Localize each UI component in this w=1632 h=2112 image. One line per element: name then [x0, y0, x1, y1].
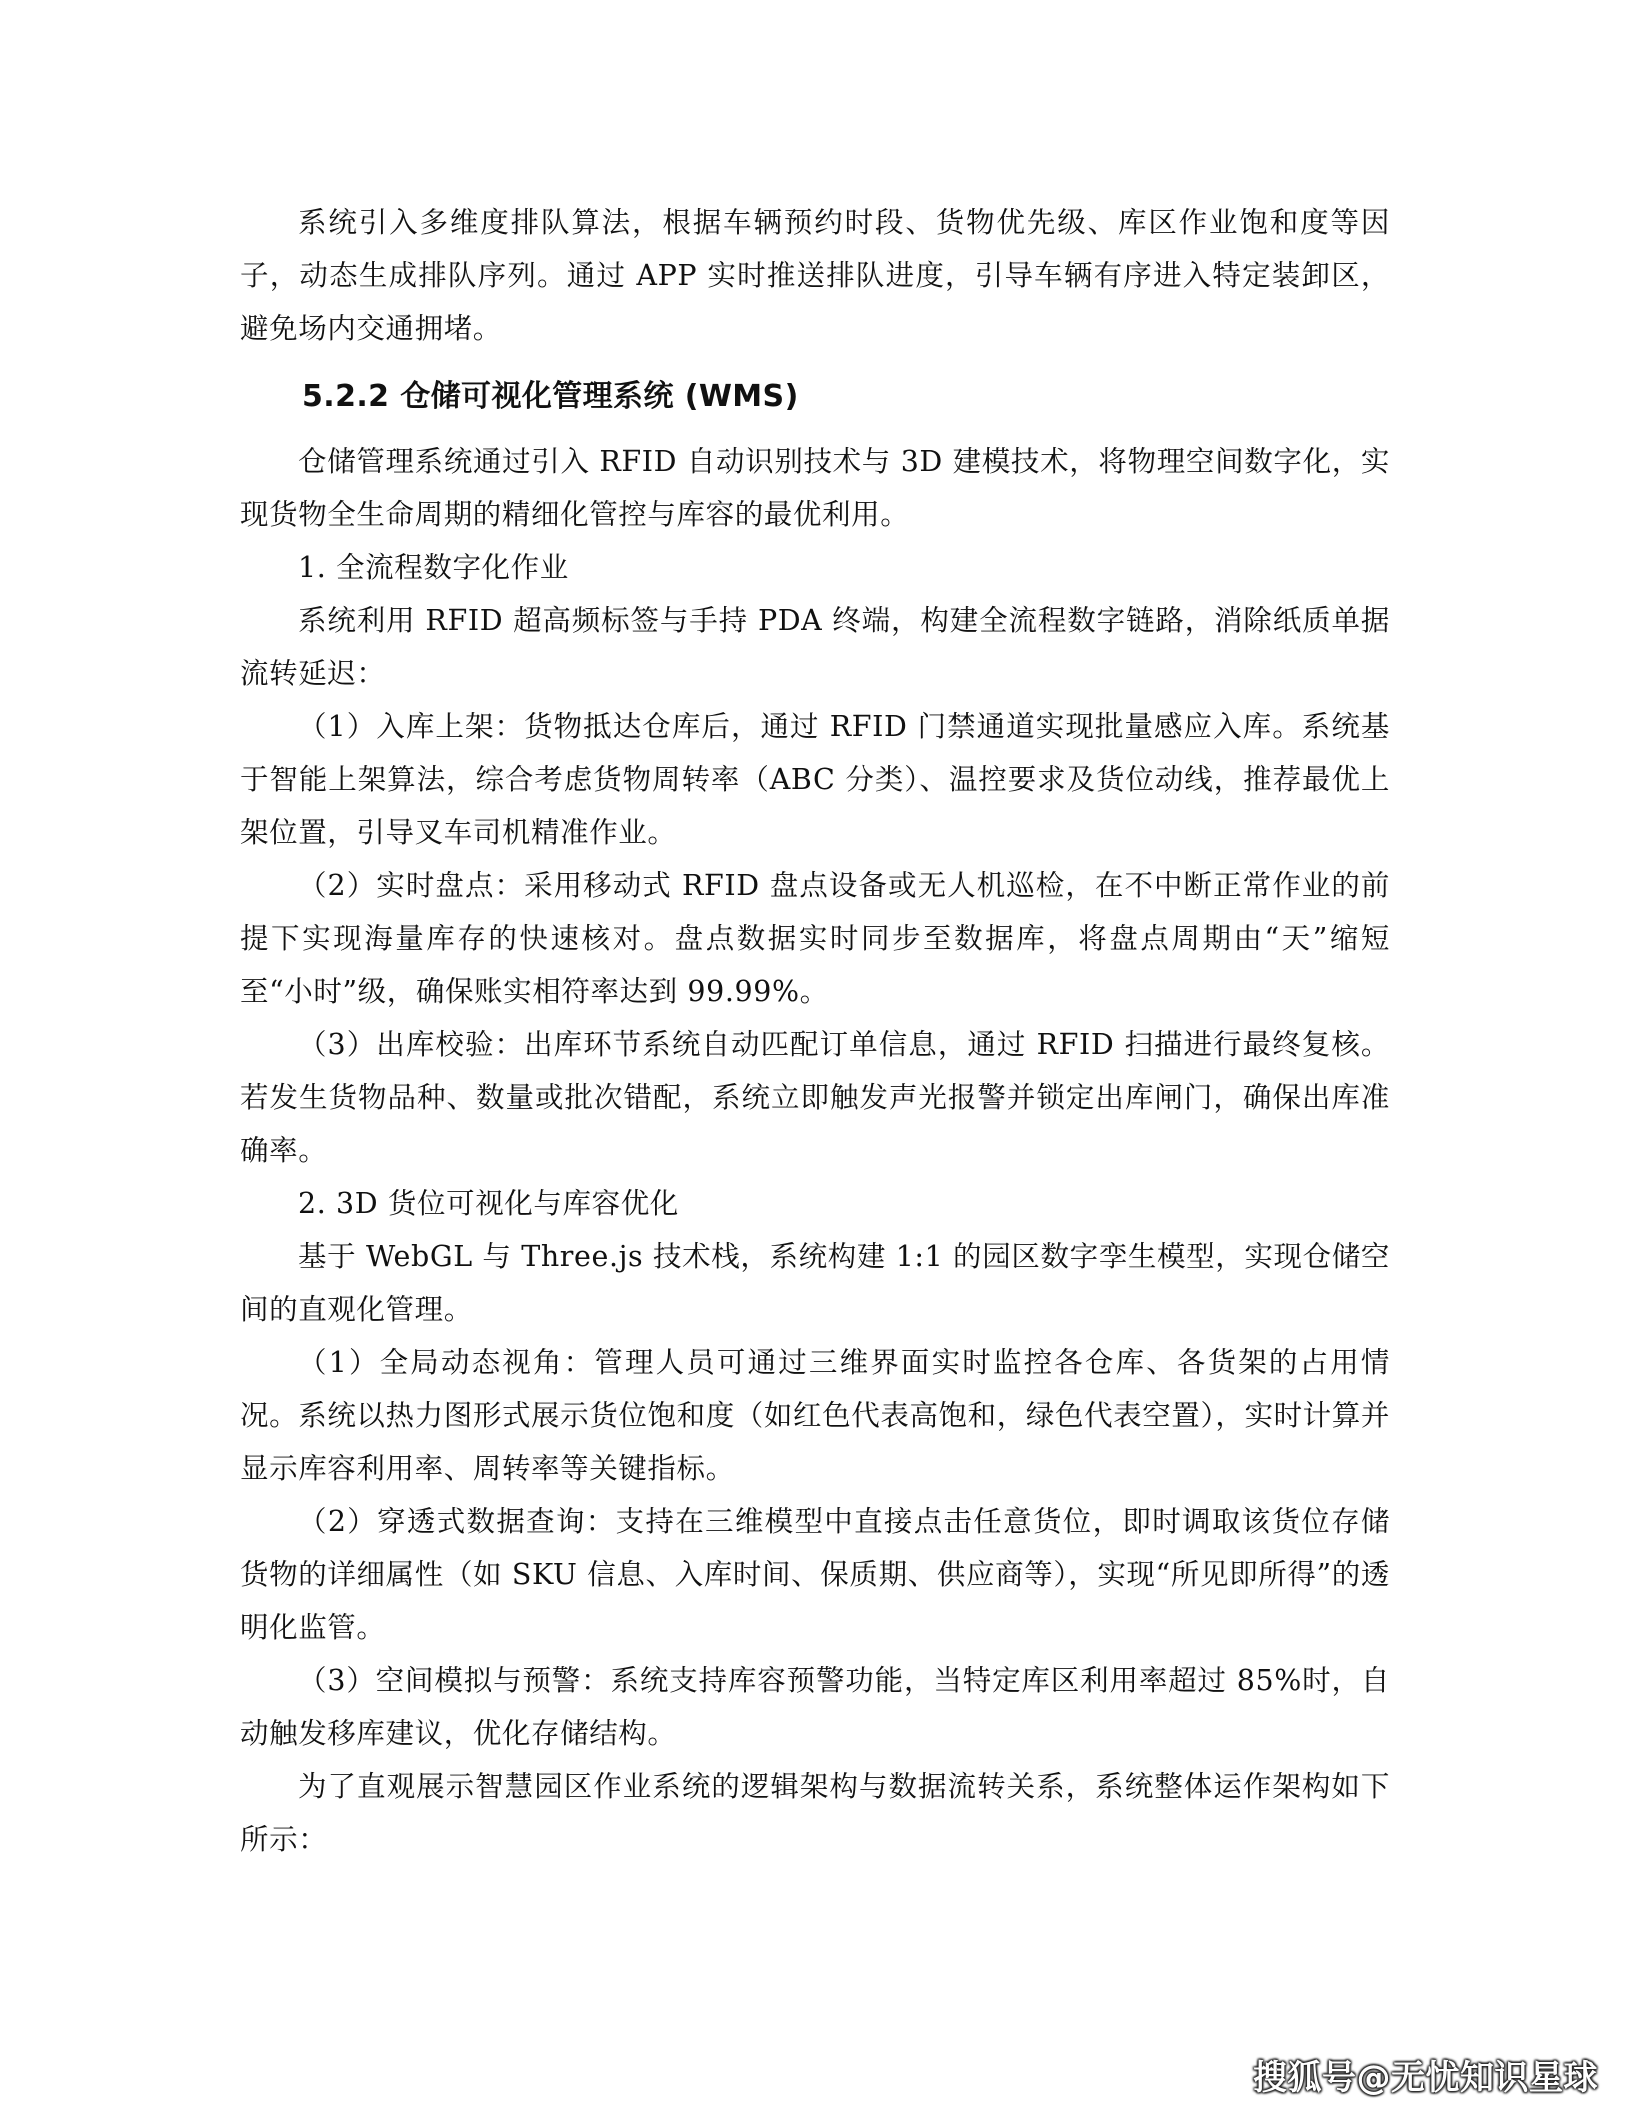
paragraph-space-warning: （3）空间模拟与预警：系统支持库容预警功能，当特定库区利用率超过 85%时，自动触发移库建议，优化存储结构。 [240, 1664, 1390, 1750]
paragraph-drilldown-query: （2）穿透式数据查询：支持在三维模型中直接点击任意货位，即时调取该货位存储货物的详细属性（如 SKU 信息、入库时间、保质期、供应商等），实现“所见即所得”的透明化监管。 [240, 1505, 1390, 1644]
paragraph-rfid-pda: 系统利用 RFID 超高频标签与手持 PDA 终端，构建全流程数字链路，消除纸质单据流转延迟： [240, 604, 1390, 690]
subheading-3d-visualization: 2. 3D 货位可视化与库容优化 [298, 1187, 679, 1220]
paragraph-inbound-shelving: （1）入库上架：货物抵达仓库后，通过 RFID 门禁通道实现批量感应入库。系统基于智能上架算法，综合考虑货物周转率（ABC 分类）、温控要求及货位动线，推荐最优上架位置，引导叉车司机精准作业。 [240, 710, 1390, 849]
paragraph-queue-algorithm: 系统引入多维度排队算法，根据车辆预约时段、货物优先级、库区作业饱和度等因子，动态生成排队序列。通过 APP 实时推送排队进度，引导车辆有序进入特定装卸区，避免场内交通拥堵。 [240, 206, 1390, 345]
section-heading: 5.2.2 仓储可视化管理系统 (WMS) [302, 379, 799, 414]
paragraph-realtime-inventory: （2）实时盘点：采用移动式 RFID 盘点设备或无人机巡检，在不中断正常作业的前提下实现海量库存的快速核对。盘点数据实时同步至数据库，将盘点周期由“天”缩短至“小时”级，确保账实相符率达到 99.99%。 [240, 869, 1390, 1008]
paragraph-architecture-intro: 为了直观展示智慧园区作业系统的逻辑架构与数据流转关系，系统整体运作架构如下所示： [240, 1770, 1390, 1856]
paragraph-webgl-twin: 基于 WebGL 与 Three.js 技术栈，系统构建 1:1 的园区数字孪生模型，实现仓储空间的直观化管理。 [240, 1240, 1390, 1326]
paragraph-outbound-check: （3）出库校验：出库环节系统自动匹配订单信息，通过 RFID 扫描进行最终复核。若发生货物品种、数量或批次错配，系统立即触发声光报警并锁定出库闸门，确保出库准确率。 [240, 1028, 1390, 1167]
subheading-full-process: 1. 全流程数字化作业 [298, 551, 569, 584]
watermark: 搜狐号@无忧知识星球 [1253, 2058, 1598, 2098]
paragraph-wms-intro: 仓储管理系统通过引入 RFID 自动识别技术与 3D 建模技术，将物理空间数字化，实现货物全生命周期的精细化管控与库容的最优利用。 [240, 445, 1390, 531]
document-body [240, 196, 1390, 1866]
paragraph-global-view: （1）全局动态视角：管理人员可通过三维界面实时监控各仓库、各货架的占用情况。系统以热力图形式展示货位饱和度（如红色代表高饱和，绿色代表空置），实时计算并显示库容利用率、周转率等关键指标。 [240, 1346, 1390, 1485]
